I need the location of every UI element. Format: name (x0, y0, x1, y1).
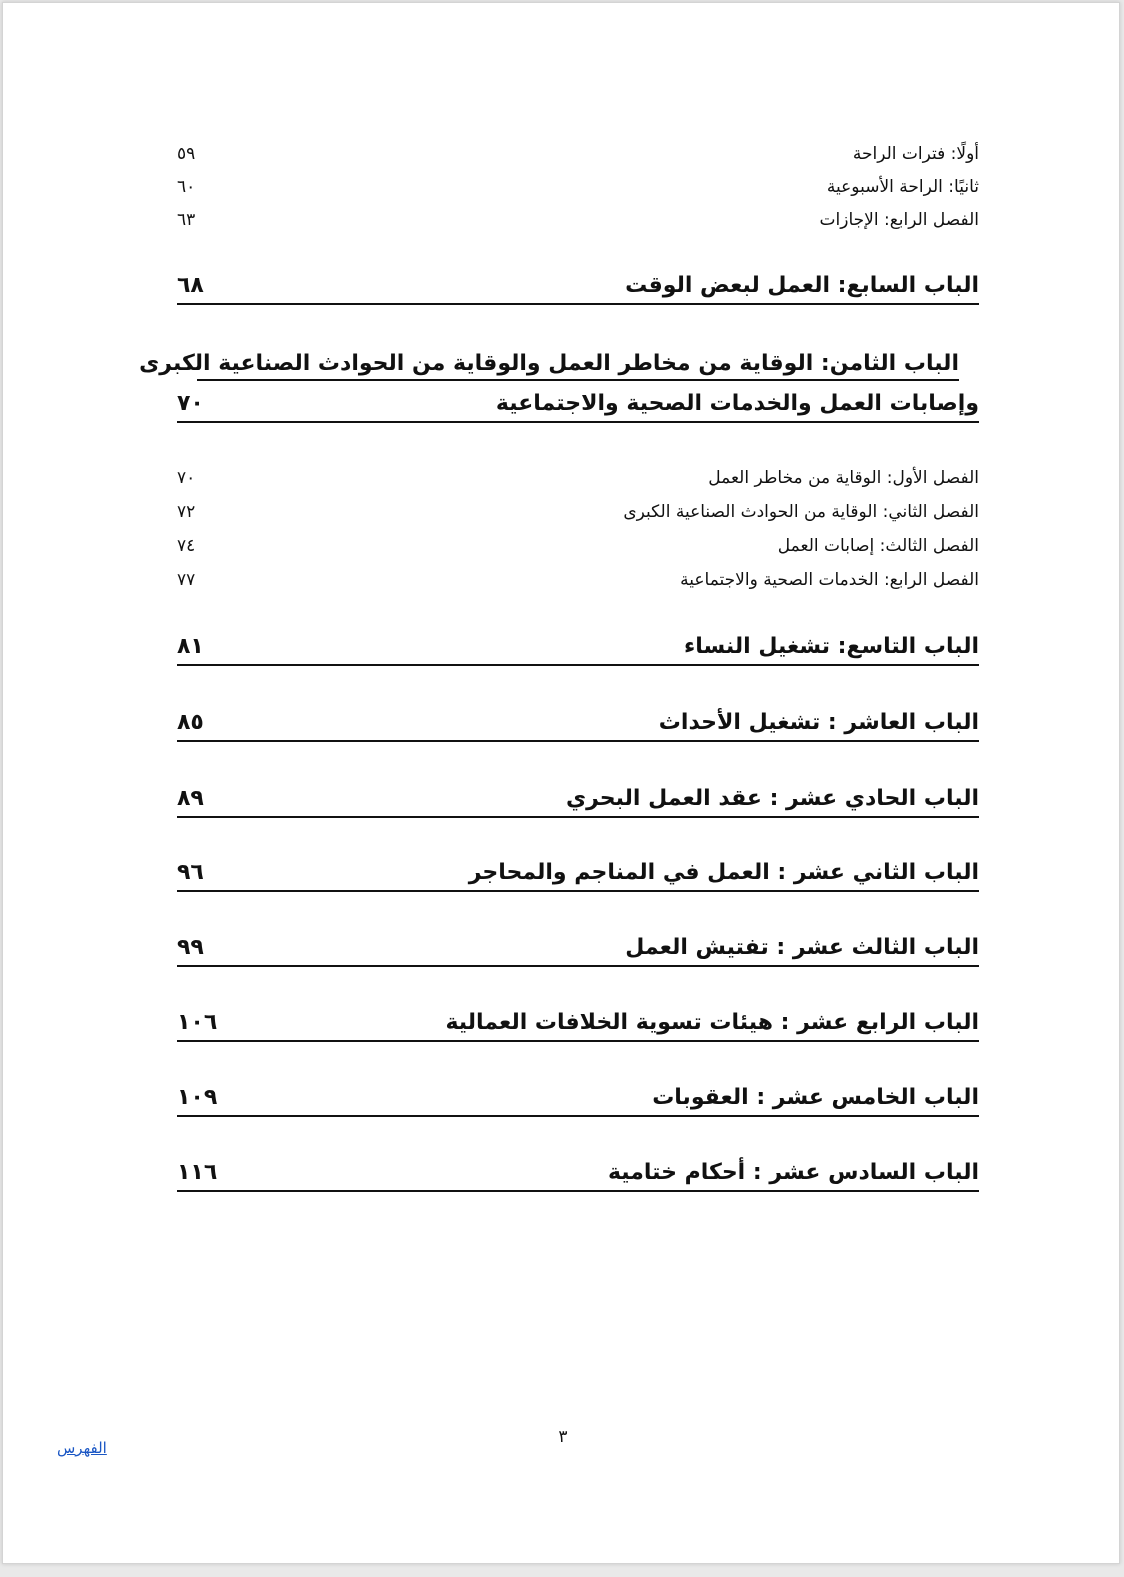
toc-chapter-title-line1: الباب الثامن: الوقاية من مخاطر العمل والوقاية من الحوادث الصناعية الكبرى (197, 349, 959, 381)
toc-chapter-page: ٦٨ (177, 273, 204, 298)
toc-chapter-page: ٧٠ (177, 391, 204, 416)
page-number: ٣ (558, 1427, 568, 1447)
toc-chapter-page: ٨٩ (177, 786, 204, 811)
toc-chapter-page: ١٠٦ (177, 1010, 218, 1035)
toc-entry-page: ٥٩ (177, 144, 196, 164)
toc-chapter-page: ٩٦ (177, 860, 204, 885)
toc-chapter-title: الباب العاشر : تشغيل الأحداث (658, 710, 979, 735)
toc-chapter (177, 269, 979, 305)
toc-entry-title: ثانيًا: الراحة الأسبوعية (826, 177, 979, 197)
toc-chapter-page: ٩٩ (177, 935, 204, 960)
toc-chapter (177, 1006, 979, 1042)
toc-chapter (177, 1156, 979, 1192)
toc-entry-title: الفصل الثالث: إصابات العمل (777, 536, 979, 556)
toc-chapter (177, 706, 979, 742)
toc-entry (177, 533, 979, 559)
toc-chapter-title: الباب الخامس عشر : العقوبات (652, 1085, 979, 1110)
toc-entry-title: الفصل الثاني: الوقاية من الحوادث الصناعية الكبرى (623, 502, 979, 522)
toc-chapter-title: الباب الرابع عشر : هيئات تسوية الخلافات العمالية (445, 1010, 979, 1035)
toc-chapter-title: الباب الثالث عشر : تفتيش العمل (625, 935, 979, 960)
toc-chapter (177, 782, 979, 818)
toc-chapter-title-line2: وإصابات العمل والخدمات الصحية والاجتماعية (495, 391, 979, 416)
toc-entry-title: أولًا: فترات الراحة (852, 144, 979, 164)
toc-entry-page: ٦٠ (177, 177, 196, 197)
toc-chapter-page: ٨١ (177, 634, 204, 659)
toc-chapter-title: الباب السادس عشر : أحكام ختامية (607, 1160, 979, 1185)
toc-chapter-title: الباب السابع: العمل لبعض الوقت (625, 273, 979, 298)
toc-chapter (177, 856, 979, 892)
toc-chapter-page: ١٠٩ (177, 1085, 218, 1110)
toc-chapter (177, 630, 979, 666)
toc-entry (177, 567, 979, 593)
toc-entry (177, 207, 979, 233)
toc-chapter-title: الباب الحادي عشر : عقد العمل البحري (565, 786, 979, 811)
toc-entry-title: الفصل الرابع: الخدمات الصحية والاجتماعية (680, 570, 979, 590)
toc-entry-page: ٧٤ (177, 536, 196, 556)
toc-entry (177, 465, 979, 491)
toc-entry-title: الفصل الأول: الوقاية من مخاطر العمل (708, 468, 979, 488)
toc-chapter (177, 931, 979, 967)
toc-chapter (177, 387, 979, 423)
toc-entry (177, 141, 979, 167)
toc-entry (177, 499, 979, 525)
toc-entry (177, 174, 979, 200)
toc-entry-page: ٧٧ (177, 570, 196, 590)
toc-entry-title: الفصل الرابع: الإجازات (819, 210, 979, 230)
index-link[interactable]: الفهرس (57, 1439, 107, 1457)
toc-chapter-page: ٨٥ (177, 710, 204, 735)
toc-chapter-page: ١١٦ (177, 1160, 218, 1185)
toc-entry-page: ٧٠ (177, 468, 196, 488)
document-page (2, 2, 1120, 1564)
toc-chapter-title: الباب التاسع: تشغيل النساء (684, 634, 979, 659)
toc-entry-page: ٦٣ (177, 210, 196, 230)
toc-entry-page: ٧٢ (177, 502, 196, 522)
toc-chapter-title: الباب الثاني عشر : العمل في المناجم والمحاجر (468, 860, 979, 885)
toc-chapter (177, 1081, 979, 1117)
